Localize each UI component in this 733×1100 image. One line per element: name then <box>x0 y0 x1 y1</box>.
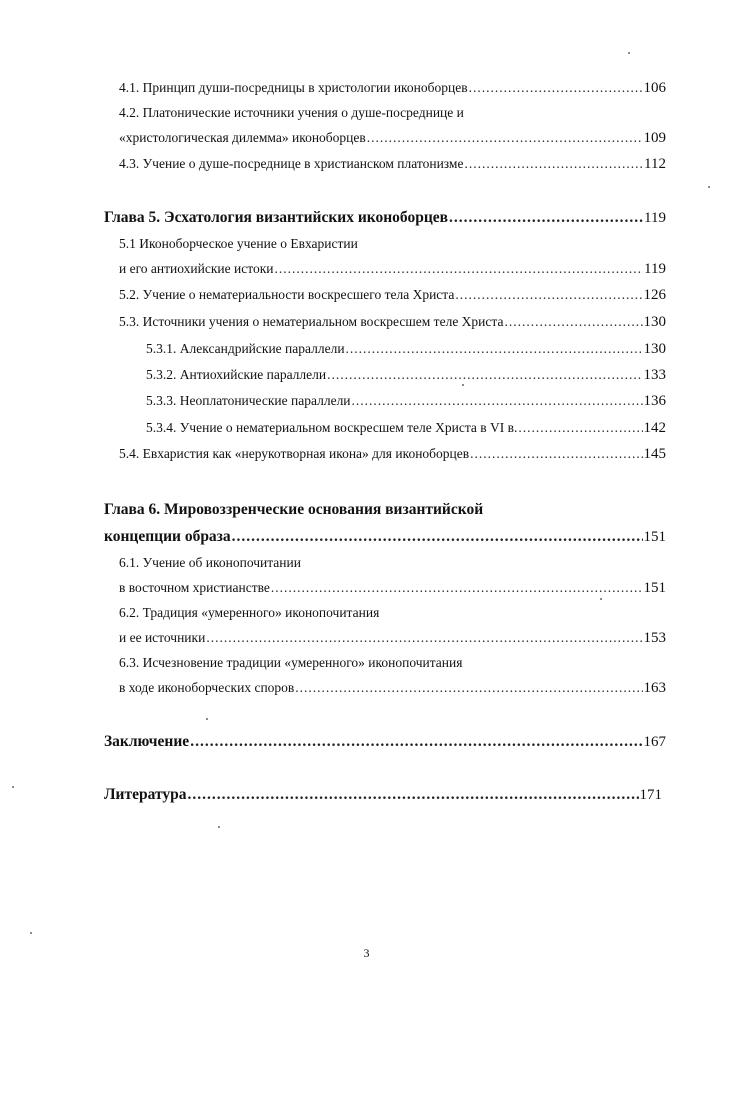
toc-chapter-title: Глава 6. Мировоззренческие основания византийской <box>104 501 484 518</box>
toc-entry-5-1-line1 <box>119 236 666 252</box>
dot-leader <box>469 80 643 96</box>
dot-leader <box>455 287 642 303</box>
toc-entry-title: 6.2. Традиция «умеренного» иконопочитания <box>119 605 380 620</box>
dot-leader <box>295 680 642 696</box>
toc-entry-6-2-line2 <box>119 630 666 647</box>
toc-entry-title: 4.2. Платонические источники учения о душе-посреднице и <box>119 105 464 120</box>
toc-entry-4-1 <box>119 80 666 97</box>
dot-leader <box>206 630 642 646</box>
toc-chapter-title: Глава 5. Эсхатология византийских иконоборцев <box>104 209 449 226</box>
toc-entry-title: 4.3. Учение о душе-посреднице в христианском платонизме <box>119 156 464 171</box>
toc-entry-title: 5.3. Источники учения о нематериальном воскресшем теле Христа <box>119 314 504 329</box>
toc-entry-5-3-1 <box>146 341 666 358</box>
toc-chapter-page: 167 <box>643 734 666 750</box>
dot-leader <box>449 209 643 227</box>
toc-entry-page: 126 <box>643 287 666 303</box>
toc-chapter-title: Литература <box>104 786 187 803</box>
scan-speck <box>218 826 220 828</box>
toc-entry-title: 6.3. Исчезновение традиции «умеренного» иконопочитания <box>119 655 463 670</box>
dot-leader <box>187 786 638 804</box>
scan-speck <box>600 598 602 600</box>
toc-chapter-title: концепции образа <box>104 528 231 545</box>
dot-leader <box>518 420 642 436</box>
toc-chapter-page: 151 <box>643 529 666 545</box>
toc-entry-4-3 <box>119 156 666 173</box>
toc-entry-5-3-2 <box>146 367 666 384</box>
toc-entry-5-3 <box>119 314 666 331</box>
toc-entry-title: и ее источники <box>119 630 206 645</box>
toc-entry-6-3-line1 <box>119 655 666 671</box>
page-number: 3 <box>363 946 370 960</box>
toc-entry-page: 106 <box>643 80 666 96</box>
dot-leader <box>327 367 642 383</box>
toc-chapter-page: 119 <box>644 210 666 226</box>
toc-entry-5-3-3 <box>146 393 666 410</box>
toc-entry-page: 112 <box>644 156 666 172</box>
toc-entry-page: 130 <box>643 314 666 330</box>
toc-entry-5-1-line2 <box>119 261 666 278</box>
toc-entry-title: 5.3.1. Александрийские параллели <box>146 341 345 356</box>
dot-leader <box>271 580 643 596</box>
scan-speck <box>206 718 208 720</box>
toc-entry-page: 145 <box>643 446 666 462</box>
toc-entry-page: 153 <box>643 630 666 646</box>
toc-conclusion <box>104 733 666 751</box>
toc-entry-title: 5.3.2. Антиохийские параллели <box>146 367 327 382</box>
toc-entry-title: и его антиохийские истоки <box>119 261 274 276</box>
toc-entry-title: 5.3.4. Учение о нематериальном воскресшем теле Христа в VI в. <box>146 420 518 435</box>
dot-leader <box>464 156 643 172</box>
scan-speck <box>12 786 14 788</box>
dot-leader <box>232 528 643 546</box>
dot-leader <box>470 446 642 462</box>
toc-literature <box>104 786 662 804</box>
scan-speck <box>462 384 464 386</box>
toc-entry-page: 136 <box>643 393 666 409</box>
toc-entry-4-2-line1 <box>119 105 666 121</box>
toc-entry-6-2-line1 <box>119 605 666 621</box>
dot-leader <box>346 341 643 357</box>
toc-entry-5-2 <box>119 287 666 304</box>
dot-leader <box>190 733 642 751</box>
toc-entry-title: 6.1. Учение об иконопочитании <box>119 555 301 570</box>
toc-entry-title: 5.3.3. Неоплатонические параллели <box>146 393 351 408</box>
toc-entry-6-1-line1 <box>119 555 666 571</box>
toc-entry-title: в восточном христианстве <box>119 580 270 595</box>
toc-entry-page: 142 <box>643 420 666 436</box>
toc-entry-title: 4.1. Принцип души-посредницы в христологии иконоборцев <box>119 80 468 95</box>
toc-entry-5-3-4 <box>146 420 666 437</box>
toc-chapter-6-line1 <box>104 501 666 519</box>
toc-entry-page: 163 <box>643 680 666 696</box>
toc-entry-6-3-line2 <box>119 680 666 697</box>
dot-leader <box>504 314 642 330</box>
toc-chapter-6-line2 <box>104 528 666 546</box>
scan-speck <box>708 186 710 188</box>
toc-chapter-title: Заключение <box>104 733 190 750</box>
toc-entry-title: «христологическая дилемма» иконоборцев <box>119 130 366 145</box>
toc-entry-title: 5.1 Иконоборческое учение о Евхаристии <box>119 236 358 251</box>
toc-entry-title: 5.2. Учение о нематериальности воскресшего тела Христа <box>119 287 455 302</box>
toc-entry-page: 109 <box>643 130 666 146</box>
toc-entry-page: 151 <box>643 580 666 596</box>
toc-entry-page: 130 <box>643 341 666 357</box>
toc-entry-title: 5.4. Евхаристия как «нерукотворная икона» для иконоборцев <box>119 446 470 461</box>
toc-entry-4-2-line2 <box>119 130 666 147</box>
toc-chapter-5 <box>104 209 666 227</box>
toc-entry-page: 119 <box>644 261 666 277</box>
dot-leader <box>352 393 643 409</box>
toc-entry-5-4 <box>119 446 666 463</box>
toc-entry-6-1-line2 <box>119 580 666 597</box>
scan-speck <box>30 932 32 934</box>
scan-speck <box>628 52 630 54</box>
dot-leader <box>367 130 643 146</box>
toc-chapter-page: 171 <box>639 787 662 803</box>
toc-entry-page: 133 <box>643 367 666 383</box>
toc-entry-title: в ходе иконоборческих споров <box>119 680 295 695</box>
dot-leader <box>275 261 644 277</box>
